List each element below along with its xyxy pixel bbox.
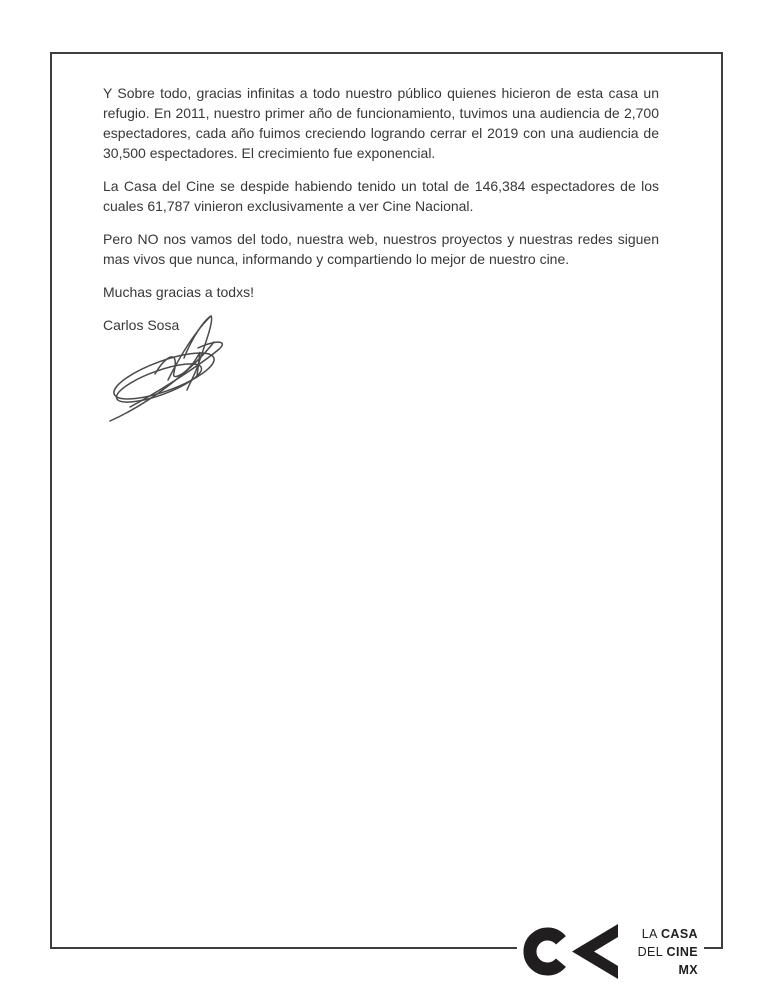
letter-body (103, 83, 659, 348)
logo-text-bold: CASA (660, 927, 698, 941)
logo-text-bold: MX (678, 963, 698, 977)
page-border-bottom-tick (704, 947, 723, 949)
page-border-left (50, 52, 52, 949)
logo-text-regular: DEL (637, 945, 667, 959)
page-border-bottom (50, 947, 517, 949)
signature-scribble (100, 312, 250, 427)
paragraph-farewell: Pero NO nos vamos del todo, nuestra web, nuestros proyectos y nuestras redes siguen mas vivos que nunca, informando y compartiendo lo mejor de nuestro cine. (103, 231, 659, 267)
closing-line: Muchas gracias a todxs! (103, 284, 254, 300)
paragraph-total-spectators: La Casa del Cine se despide habiendo tenido un total de 146,384 espectadores de los cuales 61,787 vinieron exclusivamente a ver Cine Nacional. (103, 178, 659, 214)
logo-line-2 (600, 943, 698, 961)
paragraph-audience-growth: Y Sobre todo, gracias infinitas a todo nuestro público quienes hicieron de esta casa un refugio. En 2011, nuestro primer año de funcionamiento, tuvimos una audiencia de 2,700 espectadores, cada año fuimos creciendo logrando cerrar el 2019 con una audiencia de 30,500 espectadores. El crecimiento fue exponencial. (103, 85, 659, 161)
logo-text-bold: CINE (666, 945, 698, 959)
signer-name: Carlos Sosa (103, 317, 180, 333)
page-border-right (721, 52, 723, 949)
page-border-top (50, 52, 723, 54)
logo-wordmark (600, 925, 698, 979)
logo-line-3 (600, 961, 698, 979)
logo-text-regular: LA (641, 927, 661, 941)
logo-line-1 (600, 925, 698, 943)
